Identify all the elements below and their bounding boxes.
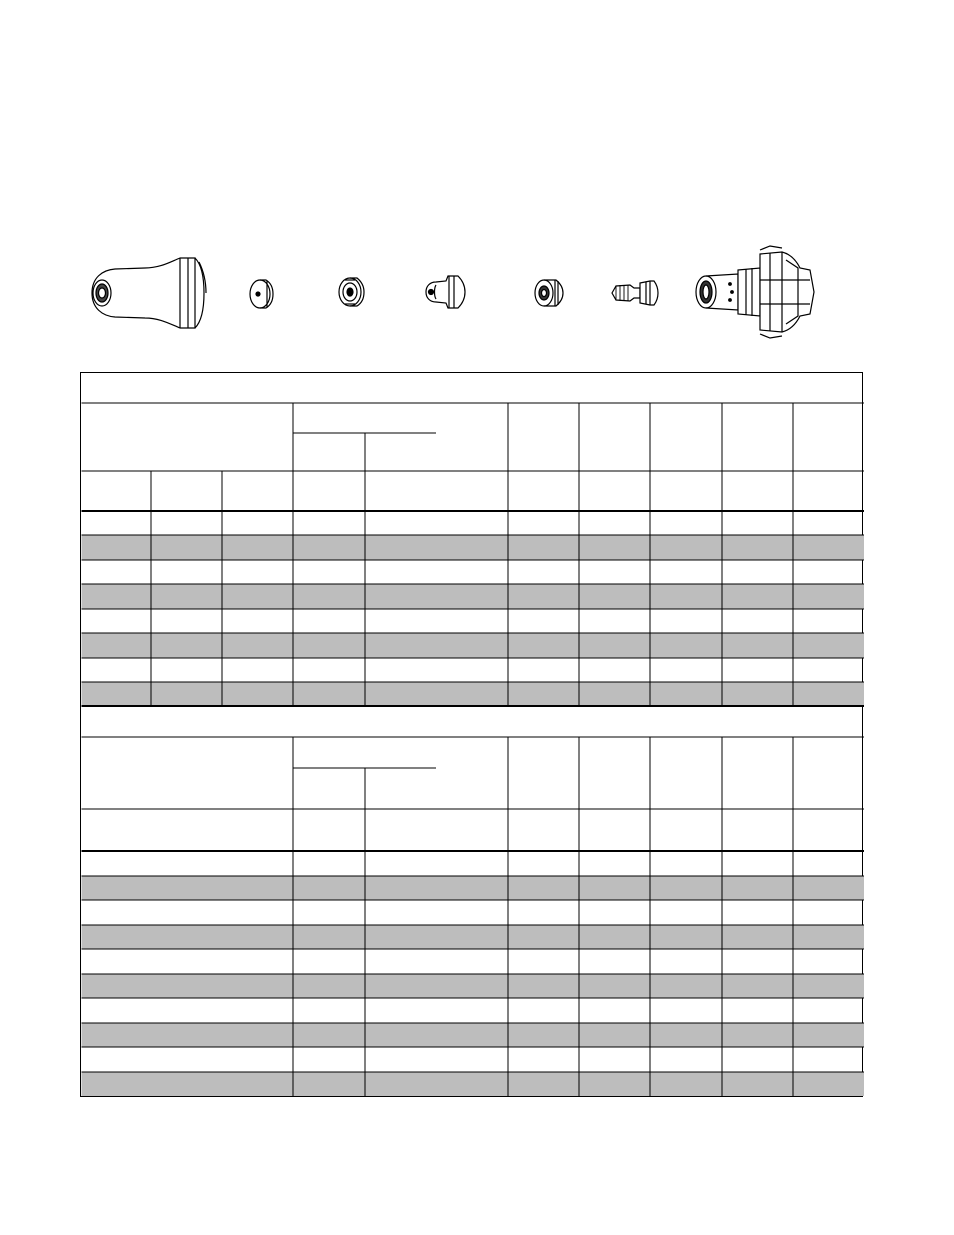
- shaded-row: [81, 974, 864, 998]
- consumable-parts-figure: [70, 240, 870, 350]
- torch-body-icon: [696, 246, 814, 338]
- shaded-row: [81, 682, 864, 706]
- swirl-ring-icon: [535, 280, 563, 306]
- shield-icon: [250, 280, 273, 308]
- shield-cap-icon: [92, 258, 206, 328]
- shaded-row: [81, 1072, 864, 1096]
- shaded-row: [81, 925, 864, 949]
- shaded-row: [81, 535, 864, 560]
- shaded-row: [81, 584, 864, 609]
- nozzle-icon: [426, 276, 465, 308]
- cut-chart-table: [80, 372, 863, 1097]
- table-grid: [80, 372, 866, 1100]
- shaded-row: [81, 1023, 864, 1047]
- shaded-row: [81, 876, 864, 900]
- retaining-cap-icon: [339, 278, 364, 306]
- shaded-row: [81, 633, 864, 658]
- electrode-icon: [612, 281, 658, 305]
